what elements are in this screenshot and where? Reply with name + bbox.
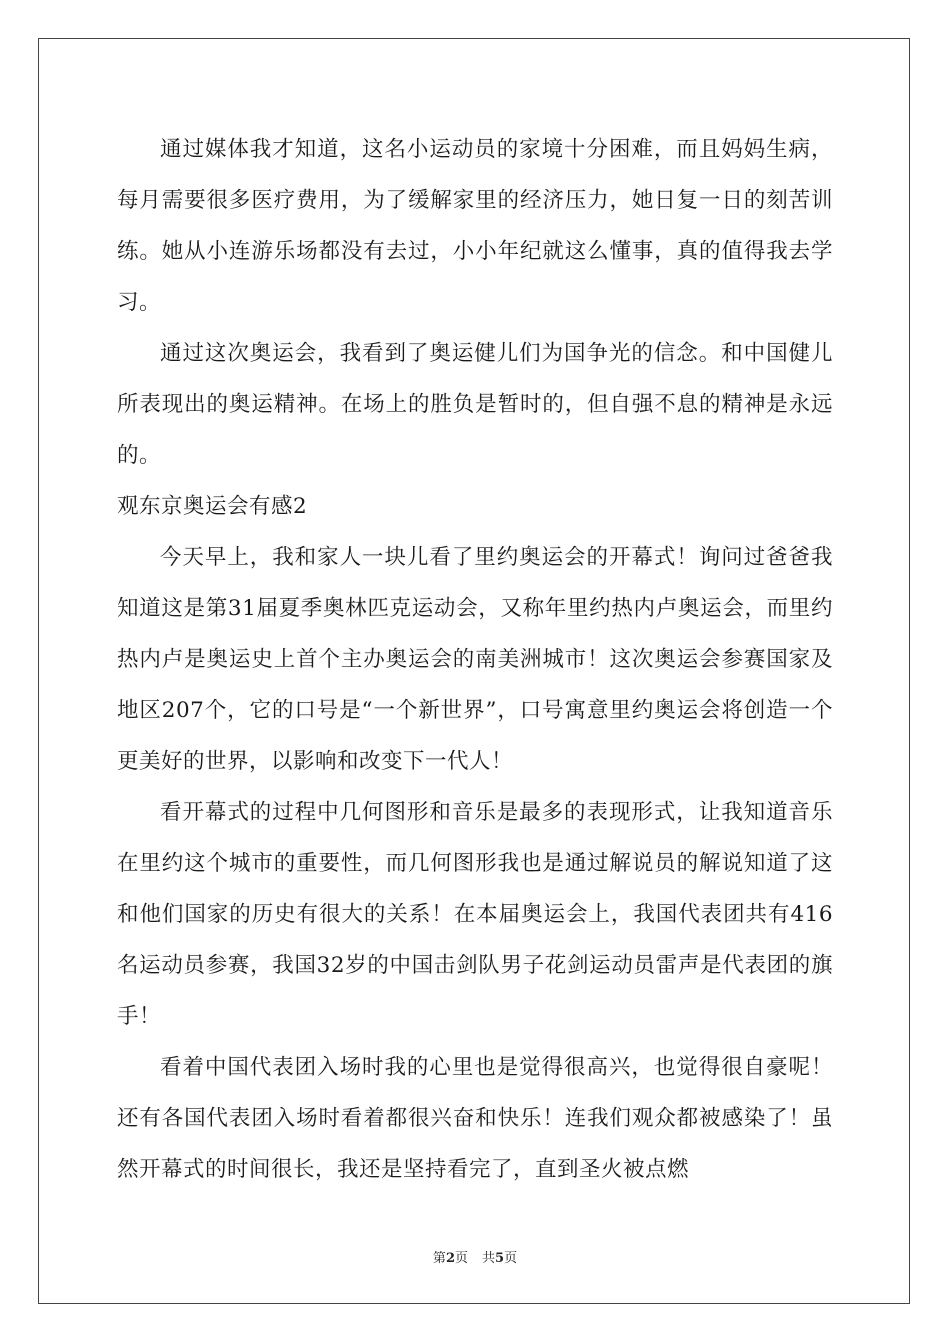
total-prefix: 共 xyxy=(482,1251,496,1266)
paragraph-2: 通过这次奥运会，我看到了奥运健儿们为国争光的信念。和中国健儿所表现出的奥运精神。在场上的胜负是暂时的，但自强不息的精神是永远的。 xyxy=(117,341,833,468)
paragraph-3: 今天早上，我和家人一块儿看了里约奥运会的开幕式！询问过爸爸我知道这是第31届夏季奥林匹克运动会，又称年里约热内卢奥运会，而里约热内卢是奥运史上首个主办奥运会的南美洲城市！这次奥运会参赛国家及地区207个，它的口号是“一个新世界”，口号寓意里约奥运会将创造一个更美好的世界，以影响和改变下一代人！ xyxy=(117,545,833,774)
page-current: 2 xyxy=(445,1251,455,1266)
total-suffix: 页 xyxy=(504,1251,518,1266)
page-footer xyxy=(0,1247,950,1266)
document-body xyxy=(117,124,833,1195)
page-total: 5 xyxy=(495,1251,505,1266)
paragraph-4: 看开幕式的过程中几何图形和音乐是最多的表现形式，让我知道音乐在里约这个城市的重要性，而几何图形我也是通过解说员的解说知道了这和他们国家的历史有很大的关系！在本届奥运会上，我国代表团共有416名运动员参赛，我国32岁的中国击剑队男子花剑运动员雷声是代表团的旗手！ xyxy=(117,800,833,1029)
paragraph-5: 看着中国代表团入场时我的心里也是觉得很高兴，也觉得很自豪呢！还有各国代表团入场时看着都很兴奋和快乐！连我们观众都被感染了！虽然开幕式的时间很长，我还是坚持看完了，直到圣火被点燃 xyxy=(117,1055,833,1182)
section-heading: 观东京奥运会有感2 xyxy=(117,494,308,519)
page-prefix: 第 xyxy=(432,1251,446,1266)
page-suffix: 页 xyxy=(454,1251,468,1266)
paragraph-1: 通过媒体我才知道，这名小运动员的家境十分困难，而且妈妈生病，每月需要很多医疗费用，为了缓解家里的经济压力，她日复一日的刻苦训练。她从小连游乐场都没有去过，小小年纪就这么懂事，真的值得我去学习。 xyxy=(117,137,833,315)
